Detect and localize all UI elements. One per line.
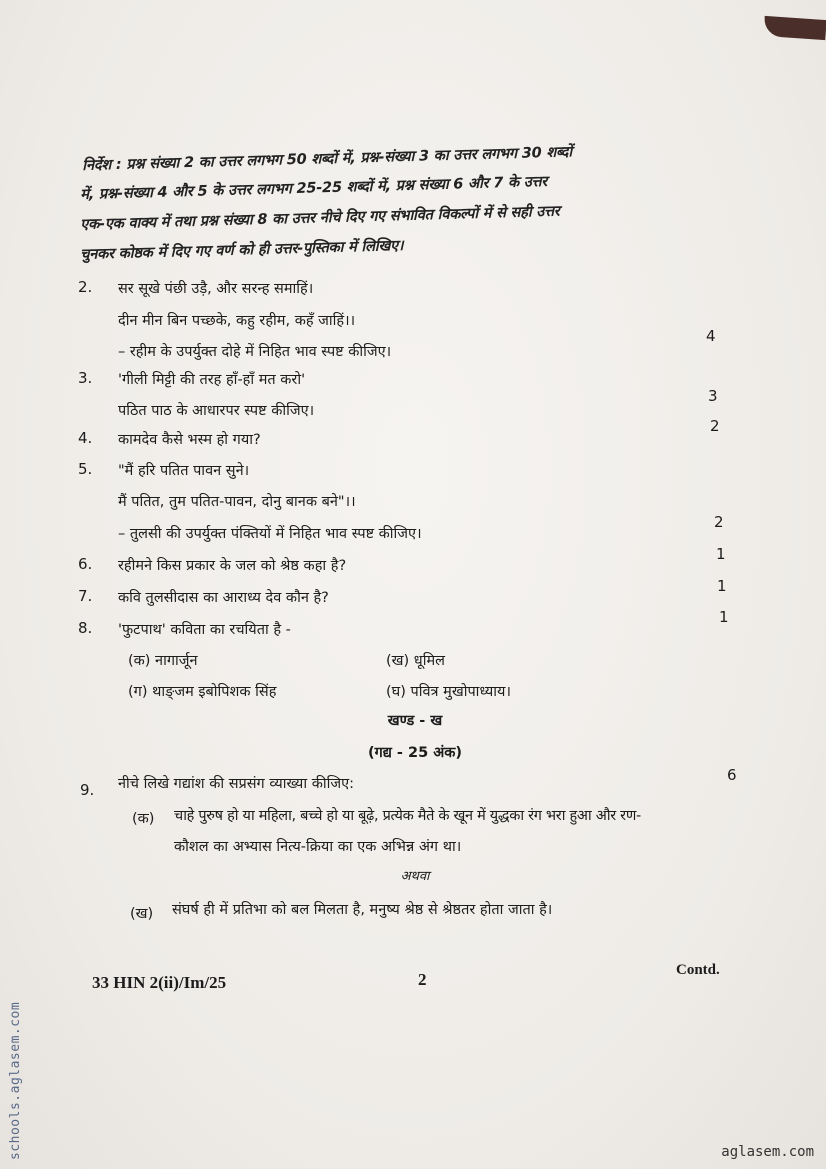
q2-line-1: सर सूखे पंछी उड़ै, और सरन्ह समाहिं। bbox=[118, 281, 314, 297]
q5-number: 5. bbox=[78, 460, 93, 478]
section-title: खण्ड - ख bbox=[387, 713, 443, 729]
q9-part-b-line: संघर्ष ही में प्रतिभा को बल मिलता है, मनुष्य श्रेष्ठ से श्रेष्ठतर होता जाता है। bbox=[172, 902, 553, 918]
q8-text: 'फुटपाथ' कविता का रचयिता है - bbox=[118, 622, 291, 638]
q9-text: नीचे लिखे गद्यांश की सप्रसंग व्याख्या कीजिए: bbox=[118, 776, 355, 792]
q2-marks: 4 bbox=[706, 327, 716, 345]
q5-line-2: मैं पतित, तुम पतित-पावन, दोनु बानक बने"।। bbox=[118, 494, 356, 510]
q5-line-1: "मैं हरि पतित पावन सुने। bbox=[118, 463, 250, 479]
contd-label: Contd. bbox=[676, 962, 720, 978]
q6-text: रहीमने किस प्रकार के जल को श्रेष्ठ कहा है? bbox=[118, 558, 347, 574]
q9-marks: 6 bbox=[727, 766, 737, 784]
corner-tab bbox=[763, 16, 826, 40]
instruction-line-4: चुनकर कोष्ठक में दिए गए वर्ण को ही उत्तर-पुस्तिका में लिखिए। bbox=[80, 237, 404, 263]
bottom-watermark: aglasem.com bbox=[721, 1144, 814, 1160]
q7-text: कवि तुलसीदास का आराध्य देव कौन है? bbox=[118, 590, 329, 606]
q4-marks: 2 bbox=[710, 417, 720, 435]
q8-number: 8. bbox=[78, 619, 93, 637]
section-subtitle: (गद्य - 25 अंक) bbox=[367, 745, 463, 761]
q8-option-kha: (ख) धूमिल bbox=[386, 653, 445, 669]
instruction-line-2: में, प्रश्न-संख्या 4 और 5 के उत्तर लगभग 25-25 शब्दों में, प्रश्न संख्या 6 और 7 के उत्तर bbox=[80, 173, 548, 203]
q2-number: 2. bbox=[78, 278, 93, 296]
or-separator: अथवा bbox=[400, 869, 430, 884]
page-number: 2 bbox=[418, 970, 427, 989]
q9-number: 9. bbox=[80, 781, 95, 799]
q6-number: 6. bbox=[78, 555, 93, 573]
q2-line-3: – रहीम के उपर्युक्त दोहे में निहित भाव स्पष्ट कीजिए। bbox=[118, 344, 392, 360]
q8-marks: 1 bbox=[719, 608, 729, 626]
paper-code: 33 HIN 2(ii)/Im/25 bbox=[92, 973, 227, 992]
q8-option-gha: (घ) पवित्र मुखोपाध्याय। bbox=[386, 684, 511, 700]
q3-line-2: पठित पाठ के आधारपर स्पष्ट कीजिए। bbox=[118, 403, 315, 419]
q4-number: 4. bbox=[78, 429, 93, 447]
q3-line-1: 'गीली मिट्टी की तरह हाँ-हाँ मत करो' bbox=[118, 372, 306, 388]
q8-option-ga: (ग) थाङ्जम इबोपिशक सिंह bbox=[128, 684, 277, 700]
side-watermark: schools.aglasem.com bbox=[8, 1001, 23, 1160]
q7-number: 7. bbox=[78, 587, 93, 605]
q5-marks: 2 bbox=[714, 513, 724, 531]
q2-line-2: दीन मीन बिन पच्छके, कहु रहीम, कहँ जाहिं।। bbox=[118, 313, 356, 329]
q7-marks: 1 bbox=[717, 577, 727, 595]
q4-text: कामदेव कैसे भस्म हो गया? bbox=[118, 432, 261, 448]
q9-part-b-label: (ख) bbox=[130, 906, 154, 922]
q5-line-3: – तुलसी की उपर्युक्त पंक्तियों में निहित भाव स्पष्ट कीजिए। bbox=[118, 526, 422, 542]
q9-part-a-line-1: चाहे पुरुष हो या महिला, बच्चे हो या बूढ़े, प्रत्येक मैते के खून में युद्धका रंग भरा हुआ और रण- bbox=[174, 808, 641, 824]
q3-marks: 3 bbox=[708, 387, 718, 405]
instruction-line-3: एक-एक वाक्य में तथा प्रश्न संख्या 8 का उत्तर नीचे दिए गए संभावित विकल्पों में से सही उत्तर bbox=[80, 203, 560, 233]
instruction-line-1: निर्देश : प्रश्न संख्या 2 का उत्तर लगभग 50 शब्दों में, प्रश्न-संख्या 3 का उत्तर लगभग 30 शब्दों bbox=[82, 144, 573, 174]
q9-part-a-label: (क) bbox=[132, 811, 155, 827]
q6-marks: 1 bbox=[716, 545, 726, 563]
q8-option-ka: (क) नागार्जून bbox=[128, 653, 198, 669]
q9-part-a-line-2: कौशल का अभ्यास नित्य-क्रिया का एक अभिन्न अंग था। bbox=[174, 839, 462, 855]
q3-number: 3. bbox=[78, 369, 93, 387]
